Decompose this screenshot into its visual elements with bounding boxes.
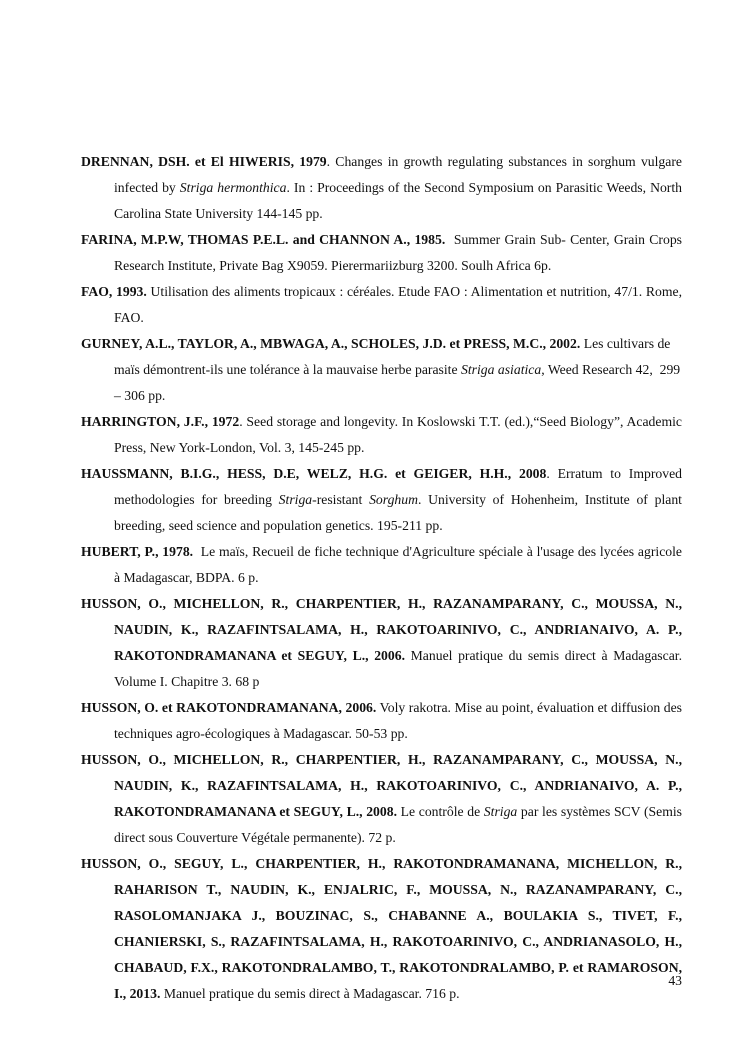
reference-text: . University of Hohenheim, Institute of plant breeding, seed science and population genetics. 195-211 pp. [114, 492, 682, 533]
reference-entry [81, 747, 682, 851]
reference-authors: DRENNAN, DSH. et El HIWERIS, 1979 [81, 154, 327, 169]
reference-text: Manuel pratique du semis direct à Madagascar. 716 p. [160, 986, 460, 1001]
reference-entry [81, 409, 682, 461]
reference-text: Les cultivars de maïs démontrent-ils une tolérance à la mauvaise herbe parasite [114, 336, 671, 377]
reference-text: , Weed Research 42, 299 – 306 pp. [114, 362, 684, 403]
reference-entry [81, 331, 682, 409]
species-name: Striga asiatica [461, 362, 542, 377]
reference-entry [81, 227, 686, 279]
reference-text: Utilisation des aliments tropicaux : céréales. Etude FAO : Alimentation et nutrition, 47/1. Rome, FAO. [114, 284, 682, 325]
reference-entry [81, 279, 682, 331]
genus-name: Striga [483, 804, 518, 819]
reference-text: . In : Proceedings of the Second Symposium on Parasitic Weeds, North Carolina State University 144-145 pp. [114, 180, 683, 221]
reference-text: -resistant [312, 492, 370, 507]
species-name: Striga hermonthica [179, 180, 287, 195]
reference-entry [81, 695, 682, 747]
reference-authors: GURNEY, A.L., TAYLOR, A., MBWAGA, A., SCHOLES, J.D. et PRESS, M.C., 2002. [81, 336, 581, 351]
reference-text: . Changes in growth regulating substances in sorghum vulgare infected by [114, 154, 682, 195]
genus-name: Striga [278, 492, 313, 507]
reference-authors: HUBERT, P., 1978. [81, 544, 194, 559]
reference-text: Manuel pratique du semis direct à Madagascar. Volume I. Chapitre 3. 68 p [114, 648, 682, 689]
reference-text: Voly rakotra. Mise au point, évaluation et diffusion des techniques agro-écologiques à Madagascar. 50-53 pp. [114, 700, 683, 741]
page-number: 43 [668, 973, 682, 988]
reference-authors: HARRINGTON, J.F., 1972 [81, 414, 240, 429]
reference-authors: FAO, 1993. [81, 284, 147, 299]
reference-authors: HAUSSMANN, B.I.G., HESS, D.E, WELZ, H.G. et GEIGER, H.H., 2008 [81, 466, 547, 481]
reference-text: par les systèmes SCV (Semis direct sous Couverture Végétale permanente). 72 p. [114, 804, 682, 845]
genus-name: Sorghum [369, 492, 418, 507]
reference-text: . Erratum to Improved methodologies for breeding [114, 466, 682, 507]
reference-entry [81, 149, 682, 227]
reference-list [81, 149, 686, 1007]
reference-authors: HUSSON, O., MICHELLON, R., CHARPENTIER, H., RAZANAMPARANY, C., MOUSSA, N., NAUDIN, K., RAZAFINTSALAMA, H., RAKOTOARINIVO, C., ANDRIANAIVO, A. P., RAKOTONDRAMANANA et SEGUY, L., 2006. [81, 596, 682, 663]
reference-entry [81, 539, 686, 591]
reference-text: Le maïs, Recueil de fiche technique d'Agriculture spéciale à l'usage des lycées agricole à Madagascar, BDPA. 6 p. [114, 544, 686, 585]
reference-text: Le contrôle de [397, 804, 484, 819]
reference-authors: HUSSON, O., MICHELLON, R., CHARPENTIER, H., RAZANAMPARANY, C., MOUSSA, N., NAUDIN, K., RAZAFINTSALAMA, H., RAKOTOARINIVO, C., ANDRIANAIVO, A. P., RAKOTONDRAMANANA et SEGUY, L., 2008. [81, 752, 682, 819]
reference-text: . Seed storage and longevity. In Koslowski T.T. (ed.),“Seed Biology”, Academic Press, New York-London, Vol. 3, 145-245 pp. [114, 414, 682, 455]
reference-authors: HUSSON, O., SEGUY, L., CHARPENTIER, H., RAKOTONDRAMANANA, MICHELLON, R., RAHARISON T., NAUDIN, K., ENJALRIC, F., MOUSSA, N., RAZANAMPARANY, C., RASOLOMANJAKA J., BOUZINAC, S., CHABANNE A., BOULAKIA S., TIVET, F., CHANIERSKI, S., RAZAFINTSALAMA, H., RAKOTOARINIVO, C., ANDRIANASOLO, H., CHABAUD, F.X., RAKOTONDRALAMBO, T., RAKOTONDRALAMBO, P. et RAMAROSON, I., 2013. [81, 856, 682, 1001]
reference-entry [81, 851, 682, 1007]
reference-entry [81, 461, 682, 539]
reference-text: Summer Grain Sub- Center, Grain Crops Research Institute, Private Bag X9059. Pierermariizburg 3200. Soulh Africa 6p. [114, 232, 686, 273]
reference-authors: FARINA, M.P.W, THOMAS P.E.L. and CHANNON A., 1985. [81, 232, 446, 247]
reference-authors: HUSSON, O. et RAKOTONDRAMANANA, 2006. [81, 700, 377, 715]
reference-entry [81, 591, 682, 695]
